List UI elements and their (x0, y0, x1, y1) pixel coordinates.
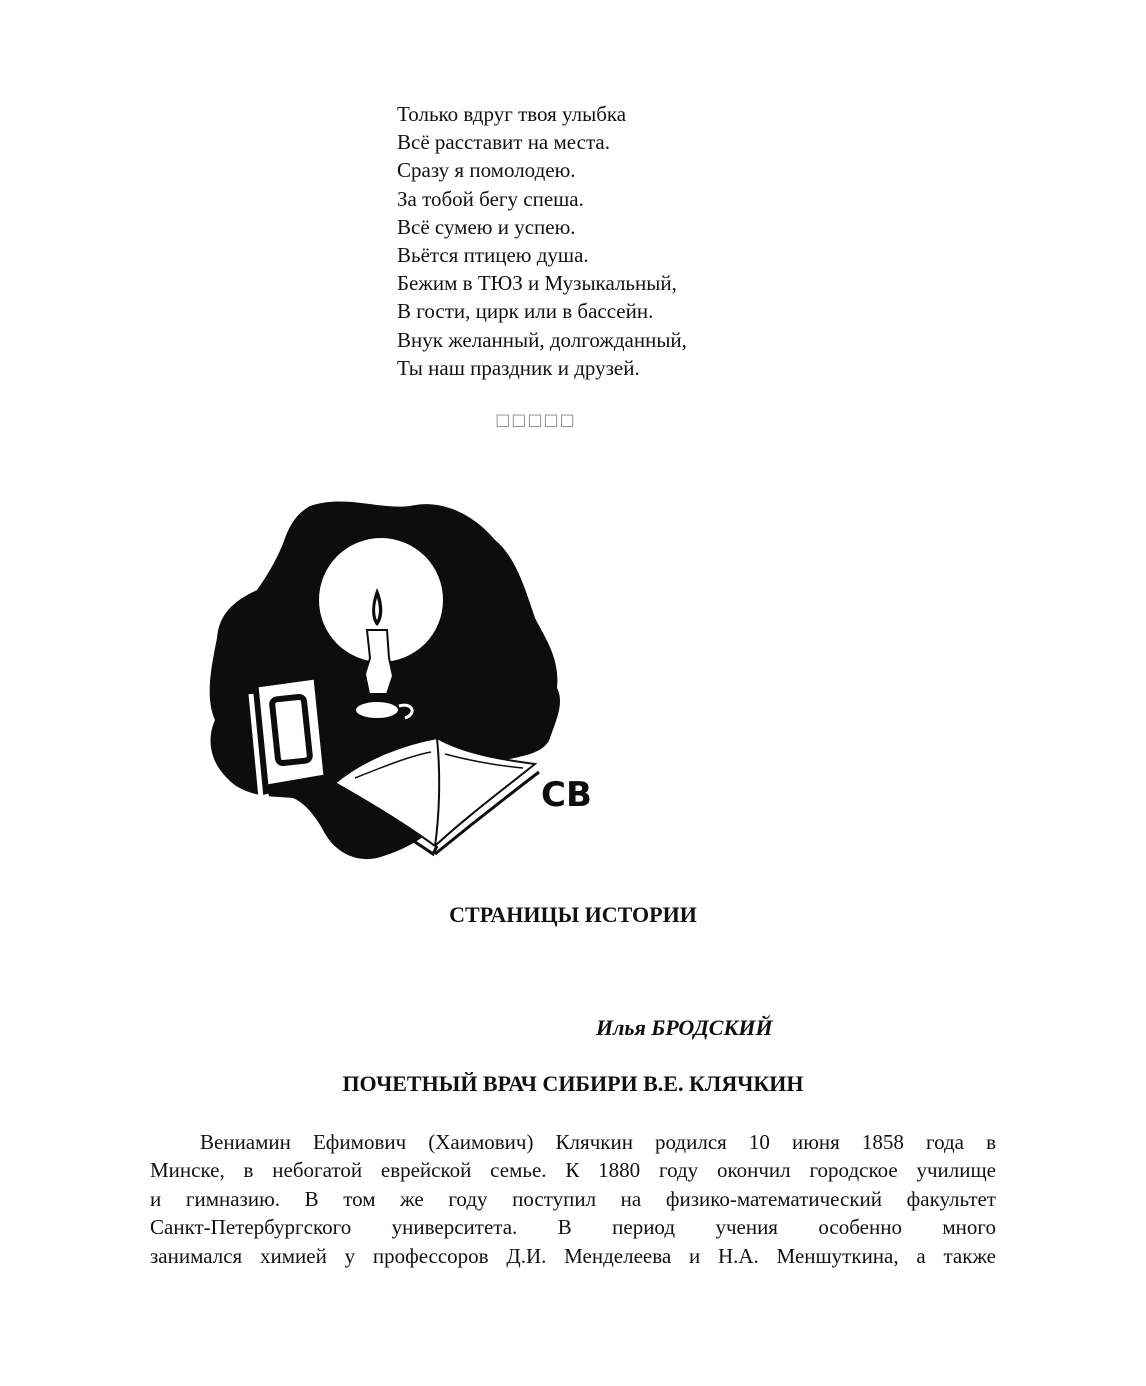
author-name: Илья БРОДСКИЙ (596, 1015, 773, 1040)
body-line: и гимназию. В том же году поступил на физико-математический факультет (150, 1186, 996, 1211)
poem-line: Только вдруг твоя улыбка (397, 102, 627, 126)
article-title: ПОЧЕТНЫЙ ВРАЧ СИБИРИ В.Е. КЛЯЧКИН (342, 1071, 804, 1096)
poem-line: Сразу я помолодею. (397, 158, 576, 183)
poem-line: Ты наш праздник и друзей. (397, 355, 640, 380)
poem-line: За тобой бегу спеша. (397, 186, 584, 211)
poem-line: Всё сумею и успею. (397, 214, 576, 239)
poem-line: Всё расставит на места. (397, 130, 610, 155)
body-line: Санкт-Петербургского университета. В период учения особенно много (150, 1215, 996, 1240)
artist-monogram: СВ (541, 775, 592, 815)
body-line: Вениамин Ефимович (Хаимович) Клячкин родился 10 июня 1858 года в (200, 1130, 996, 1154)
article-body (150, 1128, 996, 1270)
candle-book-frame-illustration-icon (205, 498, 592, 873)
section-title: СТРАНИЦЫ ИСТОРИИ (449, 902, 697, 927)
poem (397, 100, 687, 382)
poem-line: Бежим в ТЮЗ и Музыкальный, (397, 271, 677, 296)
poem-line: Внук желанный, долгожданный, (397, 327, 687, 352)
body-line: Минске, в небогатой еврейской семье. К 1880 году окончил городское училище (150, 1158, 996, 1183)
poem-line: В гости, цирк или в бассейн. (397, 299, 654, 324)
section-separator: □□□□□ (495, 410, 576, 429)
body-line: занимался химией у профессоров Д.И. Менделеева и Н.А. Меншуткина, а также (150, 1243, 996, 1268)
poem-line: Вьётся птицею душа. (397, 243, 589, 268)
